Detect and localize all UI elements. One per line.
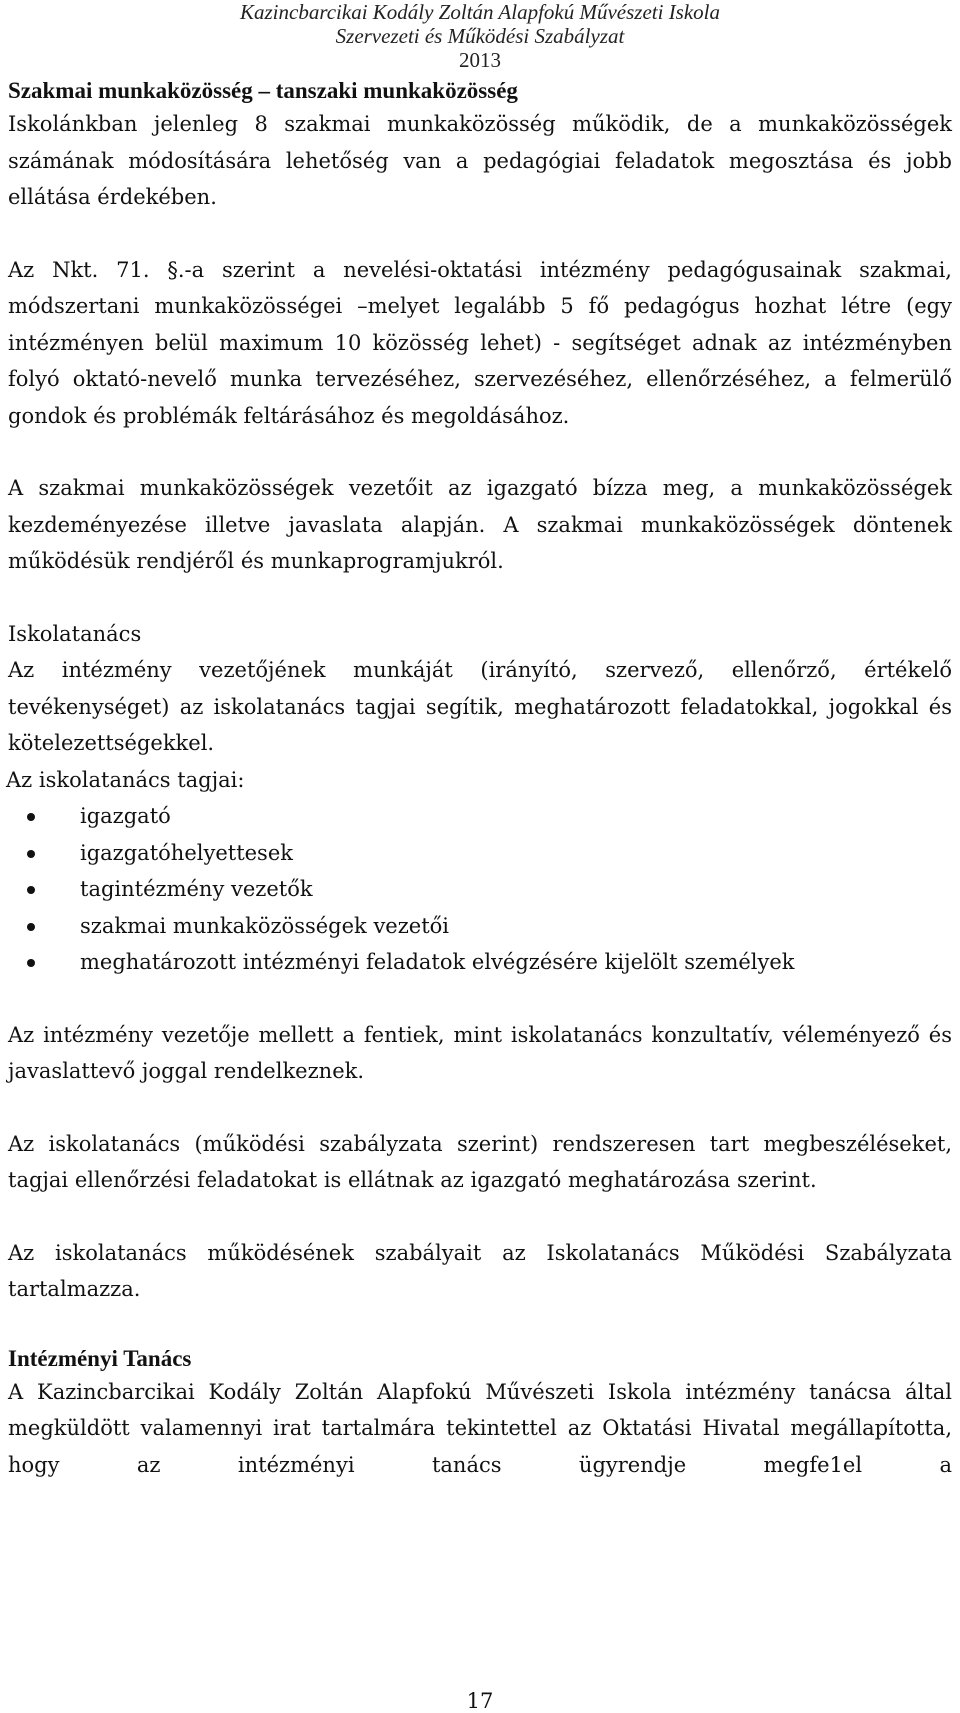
bullet-icon <box>27 813 35 821</box>
spacer <box>8 580 952 616</box>
page-header <box>0 0 960 72</box>
paragraph: Az intézmény vezetőjének munkáját (irányító, szervező, ellenőrző, értékelő tevékenységet) az iskolatanács tagjai segítik, meghatározott feladatokkal, jogokkal és kötelezettségekkel. <box>8 658 952 755</box>
section-title-intezmenyi-tanacs: Intézményi Tanács <box>8 1345 192 1371</box>
list-intro: Az iskolatanács tagjai: <box>6 767 245 792</box>
paragraph: Az iskolatanács (működési szabályzata szerint) rendszeresen tart megbeszéléseket, tagjai ellenőrzési feladatokat is ellátnak az igazgató meghatározása szerint. <box>8 1131 952 1192</box>
spacer <box>8 434 952 470</box>
list-item: igazgató <box>8 798 952 835</box>
spacer <box>8 216 952 252</box>
spacer <box>8 1199 952 1235</box>
paragraph: Iskolánkban jelenleg 8 szakmai munkaközösség működik, de a munkaközösségek számának módosítására lehetőség van a pedagógiai feladatok megosztása és jobb ellátása érdekében. <box>8 112 952 209</box>
bullet-icon <box>27 886 35 894</box>
bullet-icon <box>27 850 35 858</box>
section-title-szakmai-munkakozosseg: Szakmai munkaközösség – tanszaki munkaközösség <box>8 78 518 103</box>
bullet-icon <box>27 959 35 967</box>
paragraph: A Kazincbarcikai Kodály Zoltán Alapfokú Művészeti Iskola intézmény tanácsa által megküldött valamennyi irat tartalmára tekintettel az Oktatási Hivatal megállapította, hogy az intézményi tanács ügyrendje megfe1el a <box>8 1379 952 1477</box>
paragraph: Az iskolatanács működésének szabályait az Iskolatanács Működési Szabályzata tartalmazza. <box>8 1240 952 1301</box>
header-school-name: Kazincbarcikai Kodály Zoltán Alapfokú Művészeti Iskola <box>239 0 721 24</box>
bullet-icon <box>27 923 35 931</box>
header-document-title: Szervezeti és Működési Szabályzat <box>335 24 625 48</box>
paragraph: Az Nkt. 71. §.-a szerint a nevelési-oktatási intézmény pedagógusainak szakmai, módszertani munkaközösségei –melyet legalább 5 fő pedagógus hozhat létre (egy intézményen belül maximum 10 közösség lehet) - segítséget adnak az intézményben folyó oktató-nevelő munka tervezéséhez, szervezéséhez, ellenőrzéséhez, a felmerülő gondok és problémák feltárásához és megoldásához. <box>8 257 952 428</box>
list-item: igazgatóhelyettesek <box>8 835 952 872</box>
members-list <box>8 798 952 981</box>
spacer <box>8 981 952 1017</box>
spacer <box>8 1308 952 1344</box>
page-number: 17 <box>466 1689 494 1713</box>
paragraph: Az intézmény vezetője mellett a fentiek, mint iskolatanács konzultatív, véleményező és javaslattevő joggal rendelkeznek. <box>8 1022 952 1083</box>
paragraph: A szakmai munkaközösségek vezetőit az igazgató bízza meg, a munkaközösségek kezdeményezése illetve javaslata alapján. A szakmai munkaközösségek döntenek működésük rendjéről és munkaprogramjukról. <box>8 476 952 573</box>
header-year: 2013 <box>459 48 501 72</box>
section-title-iskolatanacs: Iskolatanács <box>8 621 142 646</box>
list-item: tagintézmény vezetők <box>8 871 952 908</box>
page-content <box>8 76 952 1483</box>
spacer <box>8 1090 952 1126</box>
list-item: szakmai munkaközösségek vezetői <box>8 908 952 945</box>
list-item: meghatározott intézményi feladatok elvégzésére kijelölt személyek <box>8 944 952 981</box>
